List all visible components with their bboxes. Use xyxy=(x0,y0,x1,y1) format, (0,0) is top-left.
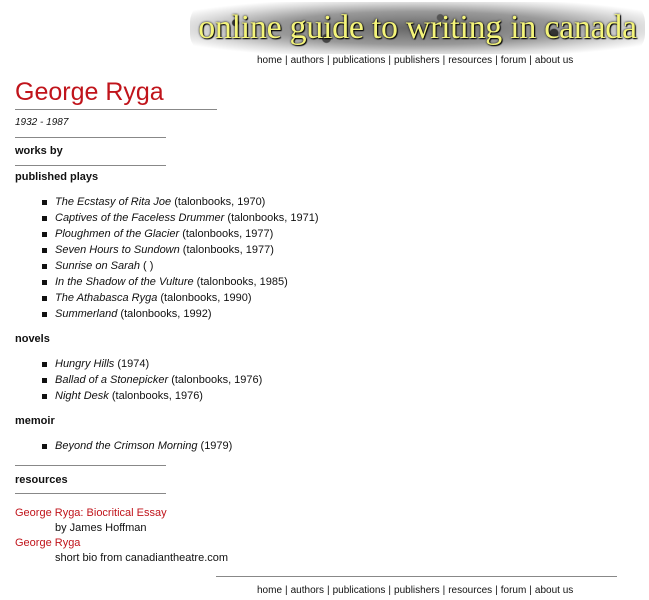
nav-about-us[interactable]: about us xyxy=(534,585,574,596)
work-info: (talonbooks, 1977) xyxy=(179,228,274,240)
plays-list xyxy=(15,194,319,322)
footer-divider xyxy=(216,576,617,577)
nav-publications[interactable]: publications xyxy=(332,585,386,596)
work-info: (1974) xyxy=(114,358,150,370)
work-info: (talonbooks, 1976) xyxy=(168,374,263,386)
work-info: (talonbooks, 1970) xyxy=(171,196,266,208)
divider xyxy=(15,465,166,466)
work-title: In the Shadow of the Vulture xyxy=(55,276,194,288)
nav-home[interactable]: home xyxy=(257,55,283,66)
list-item xyxy=(15,438,232,454)
resources-list xyxy=(15,506,228,566)
plays-heading: published plays xyxy=(15,171,99,183)
novels-list xyxy=(15,356,262,404)
list-item xyxy=(15,290,319,306)
list-item xyxy=(15,258,319,274)
work-info: (talonbooks, 1976) xyxy=(108,390,203,402)
list-item xyxy=(15,242,319,258)
resource-description: by James Hoffman xyxy=(55,522,147,534)
logo-text: online guide to writing in canada xyxy=(198,9,637,46)
divider xyxy=(15,137,166,138)
bottom-nav: home | authors | publications | publishers | resources | forum | about us xyxy=(257,585,574,596)
resources-heading: resources xyxy=(15,474,68,486)
list-item xyxy=(15,356,262,372)
work-title: Seven Hours to Sundown xyxy=(55,244,180,256)
work-info: (talonbooks, 1985) xyxy=(193,276,288,288)
work-title: Beyond the Crimson Morning xyxy=(55,440,198,452)
works-by-heading: works by xyxy=(15,145,63,157)
site-logo[interactable] xyxy=(190,2,645,54)
list-item xyxy=(15,372,262,388)
work-info: (talonbooks, 1971) xyxy=(224,212,319,224)
work-title: The Ecstasy of Rita Joe xyxy=(55,196,172,208)
nav-publishers[interactable]: publishers xyxy=(394,585,440,596)
work-title: Hungry Hills xyxy=(55,358,115,370)
divider xyxy=(15,109,217,110)
work-title: Ploughmen of the Glacier xyxy=(55,228,180,240)
list-item xyxy=(15,274,319,290)
list-item xyxy=(15,306,319,322)
nav-resources[interactable]: resources xyxy=(448,585,493,596)
work-info: (talonbooks, 1992) xyxy=(117,308,212,320)
work-info: ( ) xyxy=(140,260,154,272)
novels-heading: novels xyxy=(15,333,50,345)
nav-home[interactable]: home xyxy=(257,585,283,596)
nav-forum[interactable]: forum xyxy=(500,585,527,596)
work-title: Ballad of a Stonepicker xyxy=(55,374,169,386)
resource-description: short bio from canadiantheatre.com xyxy=(55,552,229,564)
work-title: Captives of the Faceless Drummer xyxy=(55,212,225,224)
page-title: George Ryga xyxy=(15,78,164,106)
nav-publishers[interactable]: publishers xyxy=(394,55,440,66)
nav-authors[interactable]: authors xyxy=(290,55,324,66)
list-item xyxy=(15,194,319,210)
list-item xyxy=(15,226,319,242)
memoir-heading: memoir xyxy=(15,415,55,427)
list-item xyxy=(15,388,262,404)
memoir-list xyxy=(15,438,232,454)
nav-forum[interactable]: forum xyxy=(500,55,527,66)
work-title: Sunrise on Sarah xyxy=(55,260,140,272)
list-item xyxy=(15,210,319,226)
work-title: Summerland xyxy=(55,308,118,320)
work-title: Night Desk xyxy=(55,390,109,402)
divider xyxy=(15,165,166,166)
resource-link[interactable]: George Ryga: Biocritical Essay xyxy=(15,507,167,519)
work-info: (1979) xyxy=(197,440,233,452)
work-info: (talonbooks, 1977) xyxy=(179,244,274,256)
nav-about-us[interactable]: about us xyxy=(534,55,574,66)
nav-publications[interactable]: publications xyxy=(332,55,386,66)
top-nav: home | authors | publications | publishers | resources | forum | about us xyxy=(257,55,574,66)
nav-resources[interactable]: resources xyxy=(448,55,493,66)
nav-authors[interactable]: authors xyxy=(290,585,324,596)
work-title: The Athabasca Ryga xyxy=(55,292,158,304)
work-info: (talonbooks, 1990) xyxy=(157,292,252,304)
resource-link[interactable]: George Ryga xyxy=(15,537,81,549)
divider xyxy=(15,493,166,494)
author-dates: 1932 - 1987 xyxy=(15,117,69,128)
